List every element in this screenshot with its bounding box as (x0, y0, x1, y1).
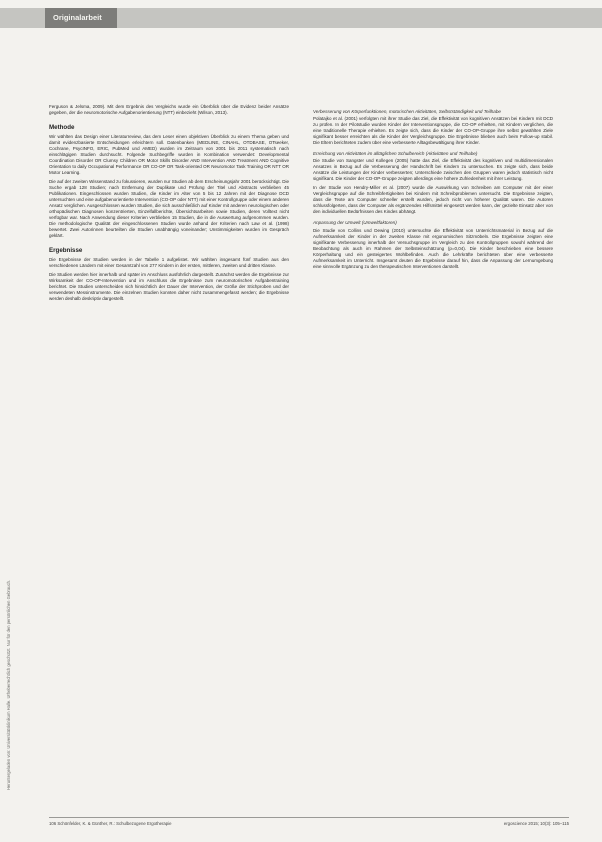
subsection-3-heading: Anpassung der Umwelt (Umweltfaktoren) (313, 220, 397, 226)
subsection-2-heading: Erreichung von Aktivitäten im alltäglichen Schulbereich (Aktivitäten und Teilhabe) (313, 151, 478, 157)
side-note: Heruntergeladen von: Universitätsklinikum Halle. Urheberrechtlich geschützt. Nur für den persönlichen Gebrauch. (6, 579, 11, 790)
subsection-1-paragraph-1: Polatajko et al. (2001) verfolgten mit ihrer Studie das Ziel, die Effektivität von kognitiven Ansätzen bei Kindern mit DCD zu prüfen. In der Pilotstudie wurden Kinder der Interventionsgruppe, die CO-OP erhielten, mit Kindern verglichen, die eine traditionelle Therapie erhielten. Es zeigte sich, dass die Kinder der CO-OP-Gruppe ihre selbst gewählten Ziele signifikant besser erreichten als die Kinder der Vergleichsgruppe. Die Ergebnisse blieben auch beim Follow-up stabil. Die Eltern berichteten zudem über eine verbesserte Alltagsbewältigung ihrer Kinder. (313, 116, 553, 146)
subsection-2-paragraph-1: Die Studie von Sangster und Kollegen (2005) hatte das Ziel, die Effektivität des kognitiven und multidimensionalen Ansatzes in Bezug auf die Verbesserung der Handschrift bei Kindern zu untersuchen. Es zeigte sich, dass beide Ansätze die Leistungen der Kinder verbesserten; Unterschiede zwischen den Gruppen waren jedoch statistisch nicht signifikant. Die Kinder der CO-OP-Gruppe zeigten allerdings eine höhere Zufriedenheit mit ihrer Leistung. (313, 158, 553, 182)
intro-paragraph: Ferguson & Jelsma, 2009). Mit dem Ergebnis des Vergleichs wurde ein Überblick über die Evidenz beider Ansätze gegeben, der die neuromotorische Aufgabenorientierung (NTT) einbezieht (Wilson, 2013). (49, 104, 289, 115)
subsection-2-paragraph-2: In der Studie von Hendry-Miller et al. (2007) wurde die Auswirkung von Schreiben am Computer mit der einer Vergleichsgruppe auf die Schreibfertigkeiten bei Kindern mit Schreibproblemen untersucht. Die Ergebnisse zeigten, dass die Texte am Computer schneller erstellt wurden, jedoch nicht von höherer Qualität waren. Die Autoren schlussfolgerten, dass der Computer als ergänzendes Hilfsmittel eingesetzt werden kann, der gezielte Einsatz aber von den individuellen Bedürfnissen des Kindes abhängt. (313, 185, 553, 215)
section-tab: Originalarbeit (45, 8, 117, 28)
subsection-3-paragraph-1: Die Studie von Collins und Dewing (2010) untersuchte die Effektivität von Unterrichtsmaterial in Bezug auf die Aufmerksamkeit der Kinder in der zweiten Klasse mit ergonomischen Sitzmöbeln. Die Ergebnisse zeigten eine signifikante Verbesserung innerhalb der Versuchsgruppe im Vergleich zu den Kontrollgruppen sowohl während der Beobachtung als auch im Rahmen der Selbsteinschätzung (p=0,04). Die Kinder beschrieben eine bessere Körperhaltung und ein gesteigertes Wohlbefinden. Auch die Lehrkräfte berichteten über eine verbesserte Aufmerksamkeit im Unterricht. Insgesamt deuten die Ergebnisse darauf hin, dass die Anpassung der Lernumgebung eine sinnvolle Ergänzung zu den therapeutischen Interventionen darstellt. (313, 227, 553, 269)
subsection-1-heading: Verbesserung von Körperfunktionen, motorischen Aktivitäten, Selbstständigkeit und Teilhabe (313, 109, 501, 114)
header-bar (0, 8, 602, 28)
footer-citation: 106 Schönfelder, K. & Günther, R.: Schulbezogene Ergotherapie (49, 821, 172, 826)
methods-heading: Methode (49, 124, 75, 131)
footer-journal: ergoscience 2015; 10(3): 105–115 (503, 821, 569, 826)
results-paragraph-2: Die Studien werden hier innerhalb und später im Anschluss ausführlich dargestellt. Zunächst werden die Ergebnisse zur Wirksamkeit der CO-OP-Intervention und im Anschluss die Ergebnisse zum neuromotorischen Aufgabentraining berichtet. Die Studien unterscheiden sich hinsichtlich der Dauer der Intervention, der Größe der Stichproben und der verwendeten Messinstrumente. Die einzelnen Studien konnten daher nicht zusammengefasst werden; die Ergebnisse werden deshalb deskriptiv dargestellt. (49, 272, 289, 301)
page-footer (49, 817, 569, 828)
right-column (313, 104, 553, 273)
results-paragraph-1: Die Ergebnisse der Studien werden in der Tabelle 1 aufgelistet. Wir wählten insgesamt fünf Studien aus den verschiedenen Ländern mit einer Gesamtzahl von 277 Kindern in der ersten, mittleren, zweiten und dritten Klasse. (49, 257, 289, 268)
left-column (49, 104, 289, 305)
methods-paragraph-1: Wir wählten das Design einer Literaturreview, das dem Leser einen objektiven Überblick zu einem Thema geben und damit evidenzbasierte Entscheidungen erleichtern soll. Datenbanken (MEDLINE, CINAHL, OTDBASE, OTseeker, Cochrane, PsycINFO, ERIC, PubMed und AMED) wurden im Zeitraum von 2001 bis 2011 systematisch nach einschlägigen Studien durchsucht. Folgende Suchbegriffe wurden in Kombination verwendet: Developmental Coordination Disorder OR Clumsy Children OR Motor Skills Disorder AND Intervention AND Treatment AND Cognitive Orientation to daily Occupational Performance OR CO-OP OR Task-oriented OR Neuromotor Task Training OR NTT OR Motor Learning. (49, 134, 289, 175)
results-heading: Ergebnisse (49, 247, 83, 254)
methods-paragraph-2: Die auf der zweiten Wissenstand zu fokussieren, wurden nur Studien ab dem Erscheinungsjahr 2001 berücksichtigt. Die Suche ergab 128 Studien; nach Entfernung der Duplikate und Prüfung der Titel und Abstracts verblieben 45 Publikationen. Eingeschlossen wurden Studien, die Kinder im Alter von 5 bis 12 Jahren mit der Diagnose DCD untersuchten und eine aufgabenorientierte Intervention (CO-OP oder NTT) mit einer Kontrollgruppe oder einem anderen Ansatz verglichen. Ausgeschlossen wurden Studien, die sich ausschließlich auf Kinder mit anderen neurologischen oder orthopädischen Diagnosen konzentrierten, Einzelfallberichte, Übersichtsarbeiten sowie Studien, deren Volltext nicht verfügbar war. Nach Anwendung dieser Kriterien verblieben 15 Studien, die in die Auswertung aufgenommen wurden. Die methodologische Qualität der eingeschlossenen Studien wurde anhand der Kriterien nach Law et al. (1998) bewertet. Zwei Autorinnen beurteilten die Studien unabhängig voneinander; Unstimmigkeiten wurden im Gespräch geklärt. (49, 179, 289, 238)
